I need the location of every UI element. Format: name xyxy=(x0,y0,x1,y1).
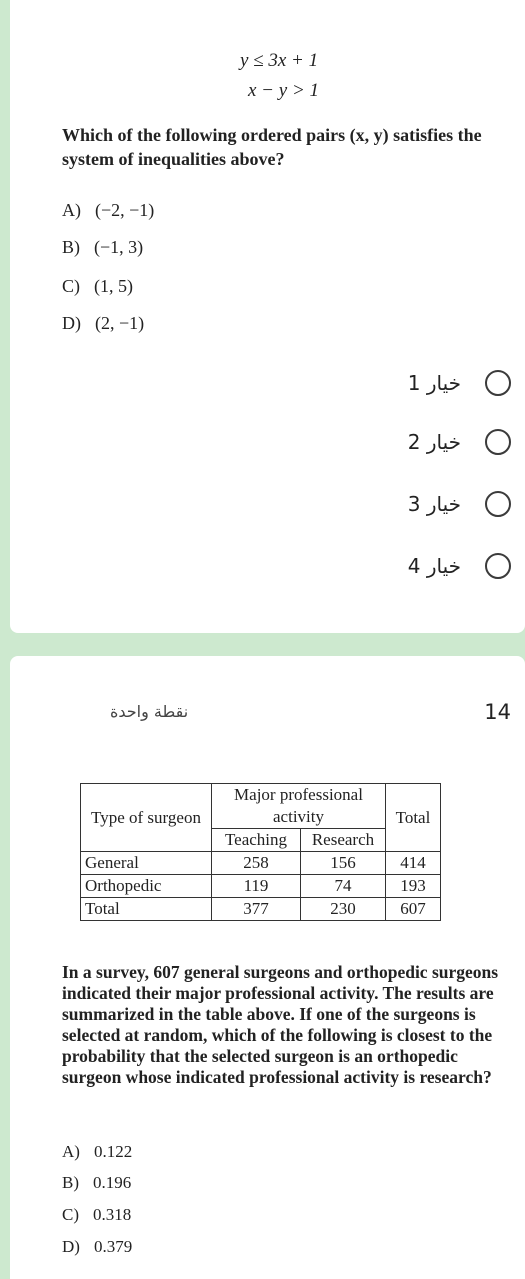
points-label: نقطة واحدة xyxy=(110,702,189,721)
choice-value: (−2, −1) xyxy=(95,200,155,220)
radio-button[interactable] xyxy=(485,429,511,455)
choice-letter: C) xyxy=(62,276,80,296)
research-header: Research xyxy=(301,829,386,852)
option-4[interactable] xyxy=(408,553,511,579)
option-2[interactable] xyxy=(408,429,511,455)
choice-letter: D) xyxy=(62,1237,80,1256)
question-number: 14 xyxy=(484,700,511,724)
choice-value: (2, −1) xyxy=(95,313,145,333)
choice-value: (1, 5) xyxy=(94,276,133,296)
option-label: خيار 4 xyxy=(407,554,461,578)
choice-letter: A) xyxy=(62,200,81,220)
radio-button[interactable] xyxy=(485,491,511,517)
total-header: Total xyxy=(386,784,441,852)
research-cell: 230 xyxy=(301,898,386,921)
table-row xyxy=(81,898,441,921)
inequality-1: y ≤ 3x + 1 xyxy=(240,50,319,71)
research-cell: 156 xyxy=(301,852,386,875)
choice-a xyxy=(62,200,154,221)
teaching-cell: 258 xyxy=(212,852,301,875)
choice-letter: C) xyxy=(62,1205,79,1224)
option-label: خيار 2 xyxy=(407,430,461,454)
choice-d xyxy=(62,1237,132,1257)
choice-letter: A) xyxy=(62,1142,80,1161)
choice-a xyxy=(62,1142,132,1162)
choice-value: (−1, 3) xyxy=(94,237,144,257)
question-card-1 xyxy=(10,0,525,633)
table-row xyxy=(81,875,441,898)
choice-value: 0.196 xyxy=(93,1173,132,1192)
inequality-2: x − y > 1 xyxy=(248,80,320,101)
survey-table xyxy=(80,783,441,921)
research-cell: 74 xyxy=(301,875,386,898)
choice-c xyxy=(62,276,133,297)
teaching-cell: 119 xyxy=(212,875,301,898)
option-3[interactable] xyxy=(408,491,511,517)
choice-letter: D) xyxy=(62,313,81,333)
option-label: خيار 3 xyxy=(407,492,461,516)
total-cell: 607 xyxy=(386,898,441,921)
choice-value: 0.379 xyxy=(93,1237,133,1256)
teaching-header: Teaching xyxy=(212,829,301,852)
choice-value: 0.318 xyxy=(93,1205,132,1224)
type-header: Type of surgeon xyxy=(81,784,212,852)
choice-d xyxy=(62,313,144,334)
option-1[interactable] xyxy=(408,370,511,396)
row-label: General xyxy=(81,852,212,875)
question-prompt-2: In a survey, 607 general surgeons and orthopedic surgeons indicated their major professional activity. The results are summarized in the table above. If one of the surgeons is selected at random, which of the following is closest to the probability that the selected surgeon is an orthopedic surgeon whose indicated professional activity is research? xyxy=(62,962,499,1087)
total-cell: 414 xyxy=(386,852,441,875)
choice-letter: B) xyxy=(62,237,80,257)
question-prompt: Which of the following ordered pairs (x, y) satisfies the system of inequalities above? xyxy=(62,125,482,169)
choice-letter: B) xyxy=(62,1173,79,1192)
radio-button[interactable] xyxy=(485,553,511,579)
choice-b xyxy=(62,1173,131,1193)
choice-b xyxy=(62,237,143,258)
activity-header: Major professional activity xyxy=(212,784,386,829)
choice-c xyxy=(62,1205,131,1225)
option-label: خيار 1 xyxy=(407,371,461,395)
choice-value: 0.122 xyxy=(93,1142,133,1161)
total-cell: 193 xyxy=(386,875,441,898)
teaching-cell: 377 xyxy=(212,898,301,921)
row-label: Orthopedic xyxy=(81,875,212,898)
table-row xyxy=(81,852,441,875)
row-label: Total xyxy=(81,898,212,921)
radio-button[interactable] xyxy=(485,370,511,396)
